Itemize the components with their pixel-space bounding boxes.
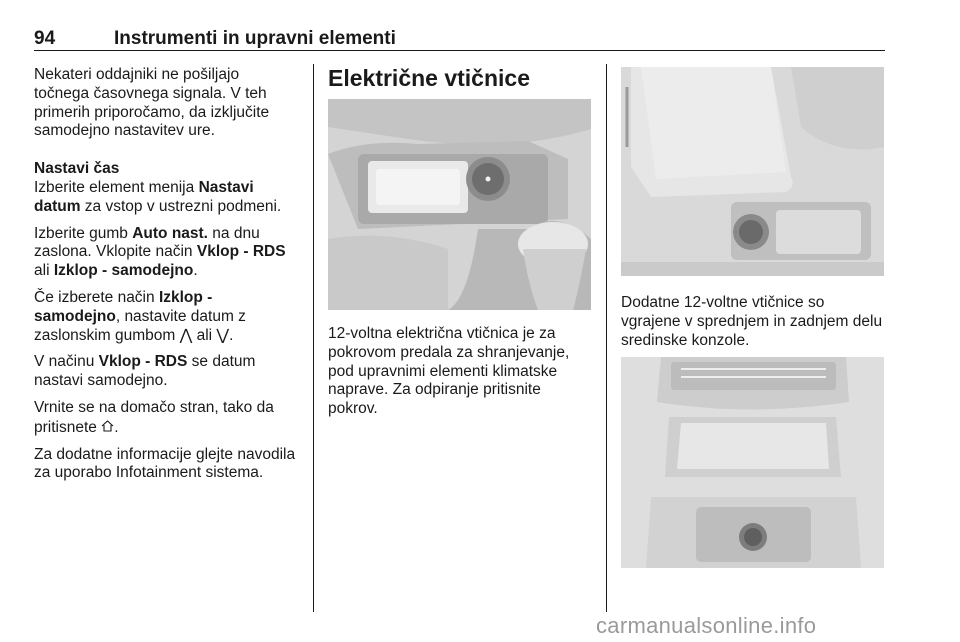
intro-paragraph: Nekateri oddajniki ne pošiljajo točnega časovnega signala. V teh primerih priporočamo, da izključite samodejno nastavitev ure. [34,66,270,140]
image-caption: Dodatne 12-voltne vtičnice so vgrajene v sprednjem in zadnjem delu sredinske konzole. [621,294,883,349]
paragraph: Izberite gumb Auto nast. na dnu zaslona. Vklopite način Vklop - RDS ali Izklop - samodejno. [34,224,286,280]
paragraph: Izberite element menija Nastavi datum za vstop v ustrezni podmeni. [34,178,282,215]
up-arrow-icon: ⋀ [179,326,193,344]
page-header [34,28,885,51]
paragraph: Vrnite se na domačo stran, tako da pritisnete . [34,398,274,436]
page-number: 94 [34,28,56,49]
paragraph: Za dodatne informacije glejte navodila za uporabo Infotainment sistema. [34,445,296,482]
section-subheading: Nastavi čas [34,160,120,178]
down-arrow-icon: ⋁ [216,326,230,344]
paragraph: Če izberete način Izklop - samodejno, nastavite datum z zaslonskim gumbom ⋀ ali ⋁. [34,288,246,344]
column-left [34,66,296,491]
column-divider [606,64,607,612]
power-outlet-front-image [328,99,591,310]
section-heading: Električne vtičnice [328,65,530,91]
paragraph: V načinu Vklop - RDS se datum nastavi samodejno. [34,353,256,390]
column-middle [328,64,590,99]
column-divider [313,64,314,612]
watermark: carmanualsonline.info [596,613,817,638]
image-caption: 12-voltna električna vtičnica je za pokrovom predala za shranjevanje, pod upravnimi elementi klimatske naprave. Za odpiranje pritisnite pokrov. [328,325,570,418]
power-outlet-console-image [621,67,884,276]
home-icon [101,418,114,437]
rear-console-outlet-image [621,357,884,568]
chapter-title: Instrumenti in upravni elementi [114,28,396,49]
